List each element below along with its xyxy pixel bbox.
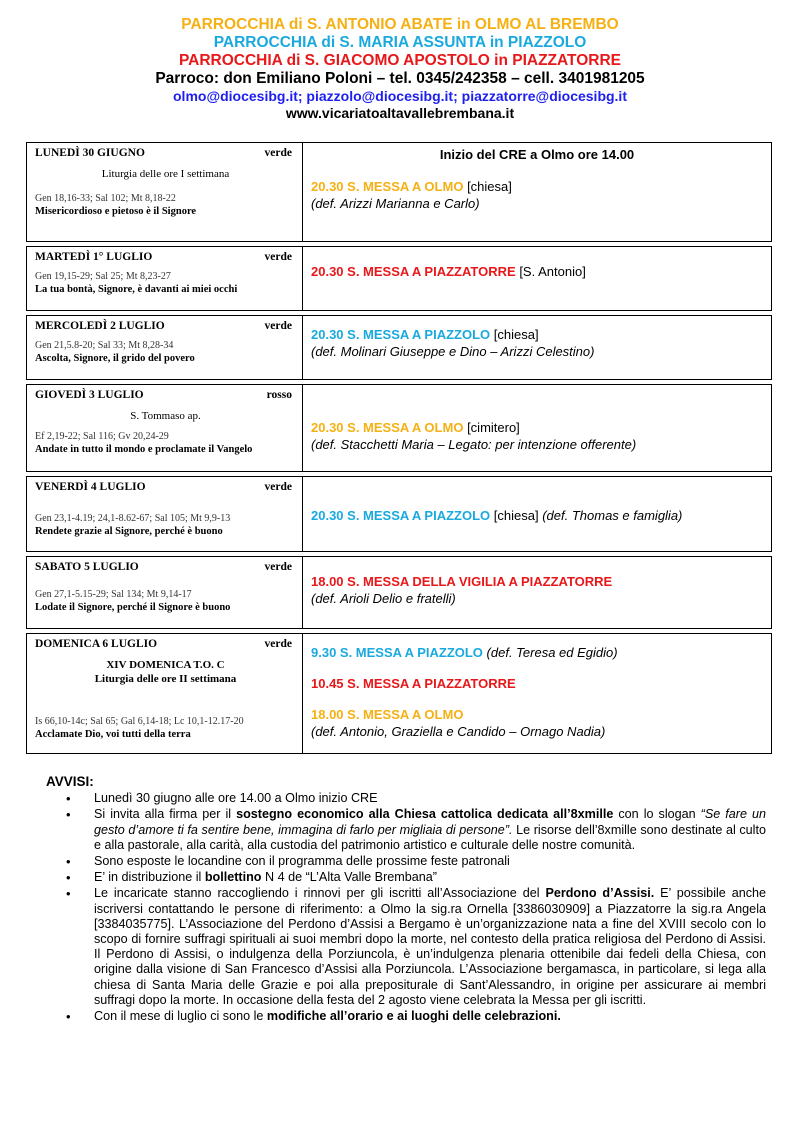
mass-intention: (def. Antonio, Graziella e Candido – Ornago Nadia)	[311, 724, 606, 739]
liturgy-note: Liturgia delle ore II settimana	[94, 673, 237, 685]
mass-title: 18.00 S. MESSA A OLMO	[311, 707, 464, 722]
cre-notice: Inizio del CRE a Olmo ore 14.00	[439, 147, 635, 162]
parish-piazzolo-title: PARROCCHIA di S. MARIA ASSUNTA in PIAZZOLO	[213, 34, 587, 51]
liturgy-note: Liturgia delle ore I settimana	[101, 168, 230, 180]
day-row	[26, 142, 772, 242]
notice-bold-text: modifiche all’orario e ai luoghi delle celebrazioni.	[266, 1009, 561, 1024]
mass-cell	[303, 143, 771, 241]
day-label: VENERDÌ 4 LUGLIO	[35, 481, 146, 493]
psalm: Ascolta, Signore, il grido del povero	[35, 353, 195, 364]
psalm: Andate in tutto il mondo e proclamate il Vangelo	[35, 444, 253, 455]
parroco-contacts: Parroco: don Emiliano Poloni – tel. 0345/242358 – cell. 3401981205	[155, 70, 645, 87]
list-item	[94, 854, 766, 869]
list-item	[94, 807, 766, 853]
notice-text: Sono esposte le locandine con il programma delle prossime feste patronali	[94, 854, 510, 869]
notice-bold-text: bollettino	[204, 870, 262, 885]
mass-title: 20.30 S. MESSA A PIAZZOLO	[311, 508, 491, 523]
day-label: GIOVEDÌ 3 LUGLIO	[35, 389, 144, 401]
mass-place: [chiesa]	[493, 508, 539, 523]
website-link[interactable]: www.vicariatoaltavallebrembana.it	[285, 105, 515, 121]
mass-intention: (def. Molinari Giuseppe e Dino – Arizzi Celestino)	[311, 344, 595, 359]
liturgy-cell	[27, 385, 303, 471]
readings: Ef 2,19-22; Sal 116; Gv 20,24-29	[35, 431, 169, 442]
mass-title: 20.30 S. MESSA A PIAZZATORRE	[311, 264, 516, 279]
mass-title: 10.45 S. MESSA A PIAZZATORRE	[311, 676, 516, 691]
liturgy-note: S. Tommaso ap.	[130, 410, 201, 422]
slogan-text: “Se fare un gesto d’amore ti fa sentire bene, immagina di farlo per migliaia di persone”.	[94, 807, 766, 837]
list-item	[94, 1009, 766, 1024]
mass-place: [S. Antonio]	[519, 264, 586, 279]
liturgical-color: verde	[264, 147, 292, 159]
day-row	[26, 246, 772, 311]
mass-title: 20.30 S. MESSA A OLMO	[311, 420, 464, 435]
liturgical-color: verde	[264, 320, 292, 332]
day-label: LUNEDÌ 30 GIUGNO	[35, 147, 145, 159]
day-label: DOMENICA 6 LUGLIO	[35, 638, 158, 650]
liturgical-color: verde	[264, 481, 292, 493]
liturgical-color: rosso	[266, 389, 292, 401]
mass-intention: (def. Arizzi Marianna e Carlo)	[311, 196, 480, 211]
mass-title: 9.30 S. MESSA A PIAZZOLO	[311, 645, 483, 660]
mass-cell	[303, 634, 771, 753]
notice-text: con lo slogan	[613, 807, 701, 822]
notice-text: N 4 de “L’Alta Valle Brembana”	[261, 870, 437, 885]
mass-intention: (def. Thomas e famiglia)	[542, 508, 683, 523]
weekly-schedule-table	[26, 142, 772, 758]
readings: Gen 18,16-33; Sal 102; Mt 8,18-22	[35, 193, 176, 204]
readings: Gen 21,5.8-20; Sal 33; Mt 8,28-34	[35, 340, 174, 351]
mass-title: 20.30 S. MESSA A OLMO	[311, 179, 464, 194]
day-label: MARTEDÌ 1° LUGLIO	[35, 251, 153, 263]
parish-olmo-title: PARROCCHIA di S. ANTONIO ABATE in OLMO AL BREMBO	[181, 16, 619, 33]
day-label: MERCOLEDÌ 2 LUGLIO	[35, 320, 165, 332]
mass-place: [cimitero]	[467, 420, 520, 435]
avvisi-list	[46, 791, 766, 1024]
liturgy-cell	[27, 477, 303, 551]
liturgy-cell	[27, 557, 303, 628]
email-links[interactable]: olmo@diocesibg.it; piazzolo@diocesibg.it; piazzatorre@diocesibg.it	[173, 88, 627, 104]
list-item	[94, 870, 766, 885]
psalm: Rendete grazie al Signore, perché è buono	[35, 526, 223, 537]
mass-cell	[303, 477, 771, 551]
readings: Gen 23,1-4.19; 24,1-8.62-67; Sal 105; Mt 9,9-13	[35, 513, 231, 524]
parish-piazzatorre-title: PARROCCHIA di S. GIACOMO APOSTOLO in PIAZZATORRE	[178, 52, 622, 69]
day-row	[26, 556, 772, 629]
psalm: Acclamate Dio, voi tutti della terra	[35, 729, 191, 740]
psalm: Lodate il Signore, perché il Signore è buono	[35, 602, 231, 613]
notice-text: E’ possibile anche iscriversi contattando le persone di riferimento: a Olmo la sig.ra Ornella [3386030909] a Piazzatorre la sig.ra Angela [3384035775]. L’Associazione del Perdono d’Assisi a Bergamo è un’organizzazione nata a fine del XVIII secolo con lo scopo di fornire suffragi spirituali ai suoi membri dopo la morte, nel contesto della pratica religiosa del Perdono di Assisi. Il Perdono di Assisi, o indulgenza della Porziuncola, è un’indulgenza plenaria ottenibile dai fedeli della Chiesa, con origine dalla visione di San Francesco d’Assisi alla Porziuncola. L’Associazione bergamasca, in particolare, si lega alla chiesa di Santa Maria delle Grazie e poi alla prepositurale di Sant’Alessandro, in origine per assicurare ai membri suffragi dopo la morte. In occasione della festa del 2 agosto viene celebrata la Messa per gli iscritti.	[94, 886, 767, 1007]
notice-bold-text: sostegno economico alla Chiesa cattolica dedicata all’8xmille	[236, 807, 614, 822]
notice-text: Le risorse dell’8xmille sono destinate al culto e alla pastorale, alla carità, alla custodia del patrimonio artistico e culturale delle nostre comunità.	[94, 822, 766, 852]
psalm: Misericordioso e pietoso è il Signore	[35, 206, 197, 217]
avvisi-section	[46, 774, 766, 1025]
notice-bold-text: Perdono d’Assisi.	[545, 886, 655, 901]
notice-text: E’ in distribuzione il	[94, 870, 205, 885]
readings: Gen 19,15-29; Sal 25; Mt 8,23-27	[35, 271, 171, 282]
mass-title: 20.30 S. MESSA A PIAZZOLO	[311, 327, 491, 342]
header	[0, 16, 800, 122]
list-item	[94, 791, 766, 806]
mass-title: 18.00 S. MESSA DELLA VIGILIA A PIAZZATORRE	[311, 574, 613, 589]
liturgy-cell	[27, 143, 303, 241]
avvisi-title: AVVISI:	[46, 774, 94, 789]
mass-intention: (def. Arioli Delio e fratelli)	[311, 591, 456, 606]
mass-cell	[303, 385, 771, 471]
list-item	[94, 886, 766, 1008]
liturgy-cell	[27, 316, 303, 379]
mass-cell	[303, 247, 771, 310]
mass-place: [chiesa]	[493, 327, 539, 342]
liturgical-color: verde	[264, 251, 292, 263]
readings: Is 66,10-14c; Sal 65; Gal 6,14-18; Lc 10,1-12.17-20	[35, 716, 244, 727]
mass-intention: (def. Teresa ed Egidio)	[486, 645, 618, 660]
liturgical-color: verde	[264, 561, 292, 573]
sunday-title: XIV DOMENICA T.O. C	[106, 659, 225, 671]
day-row	[26, 315, 772, 380]
liturgical-color: verde	[264, 638, 292, 650]
mass-cell	[303, 557, 771, 628]
readings: Gen 27,1-5.15-29; Sal 134; Mt 9,14-17	[35, 589, 192, 600]
mass-place: [chiesa]	[467, 179, 512, 194]
notice-text: Le incaricate stanno raccogliendo i rinnovi per gli iscritti all’Associazione del	[94, 886, 546, 901]
day-row	[26, 384, 772, 472]
liturgy-cell	[27, 634, 303, 753]
psalm: La tua bontà, Signore, è davanti ai miei occhi	[35, 284, 238, 295]
liturgy-cell	[27, 247, 303, 310]
day-row	[26, 633, 772, 754]
mass-intention: (def. Stacchetti Maria – Legato: per intenzione offerente)	[311, 437, 637, 452]
notice-text: Si invita alla firma per il	[94, 807, 237, 822]
day-label: SABATO 5 LUGLIO	[35, 561, 139, 573]
mass-cell	[303, 316, 771, 379]
day-row	[26, 476, 772, 552]
notice-text: Con il mese di luglio ci sono le	[94, 1009, 267, 1024]
notice-text: Lunedì 30 giugno alle ore 14.00 a Olmo inizio CRE	[94, 791, 378, 806]
